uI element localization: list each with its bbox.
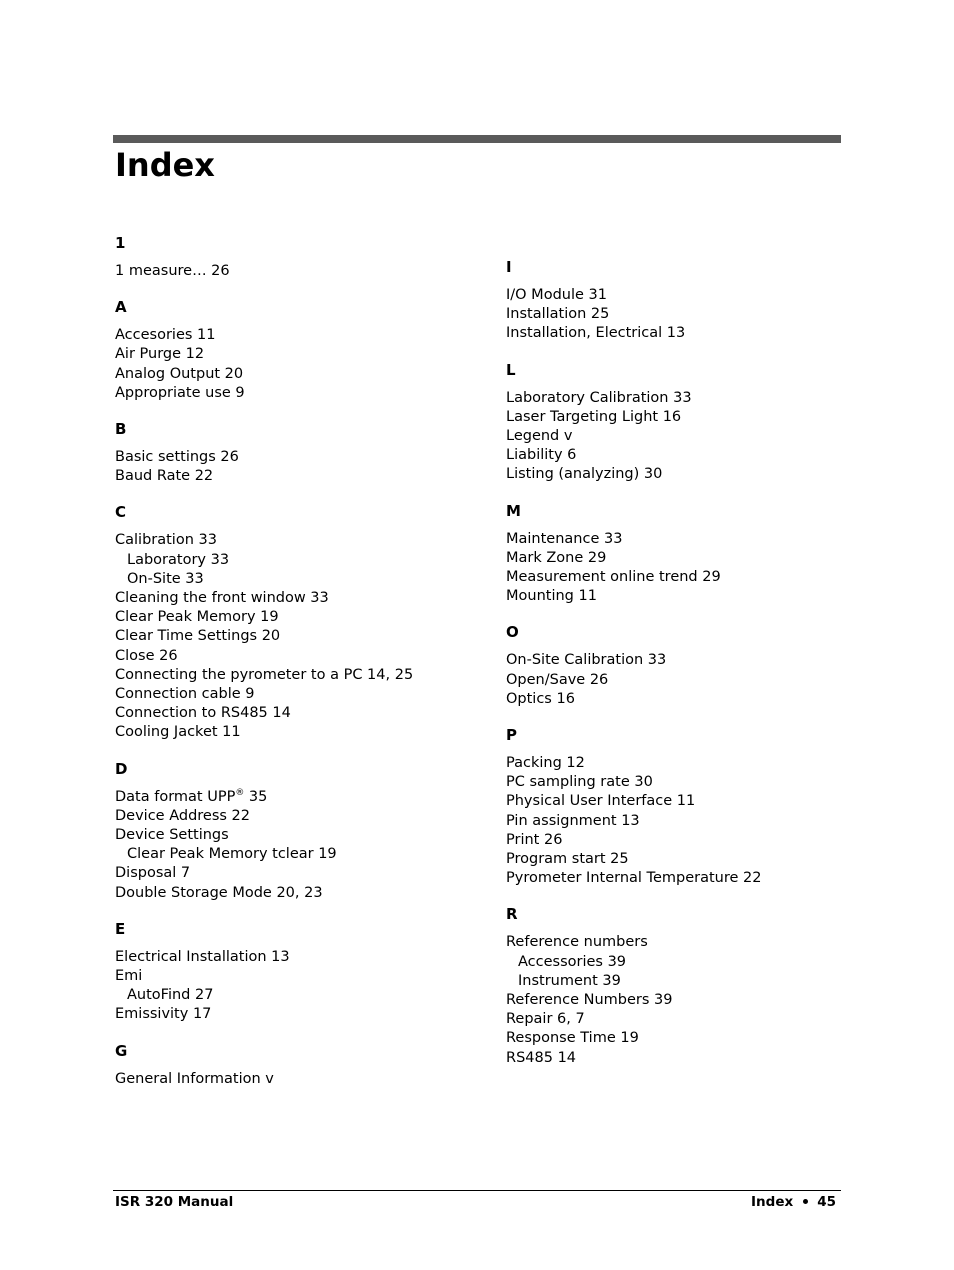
index-entry-text: Laboratory Calibration 33 <box>506 389 692 406</box>
index-entry-text: Measurement online trend 29 <box>506 569 721 586</box>
index-entry-text: Emissivity 17 <box>115 1006 212 1023</box>
index-entry <box>115 365 475 384</box>
index-letter-heading: C <box>115 503 127 522</box>
index-letter-heading: I <box>506 258 512 276</box>
index-entry <box>115 467 475 486</box>
index-entry <box>506 933 866 952</box>
index-entry-text: Calibration 33 <box>115 532 217 549</box>
index-entry-text: Listing (analyzing) 30 <box>506 466 663 483</box>
index-entry <box>115 948 475 967</box>
index-group <box>115 232 475 281</box>
index-subentry <box>115 986 475 1005</box>
index-letter-heading: M <box>506 501 521 520</box>
index-entry-text: Close 26 <box>115 647 178 664</box>
index-entry-text: Optics 16 <box>506 690 575 707</box>
page-number: 45 <box>817 1194 836 1210</box>
index-entry-text: Mounting 11 <box>506 588 597 605</box>
index-entry-text: I/O Module 31 <box>506 287 607 303</box>
index-letter-heading: 1 <box>115 234 126 252</box>
index-entry-text: Laboratory 33 <box>127 551 230 568</box>
index-entry <box>115 704 475 723</box>
index-entry-text: Physical User Interface 11 <box>506 793 696 810</box>
registered-mark: ® <box>235 787 245 798</box>
index-entry-text: Baud Rate 22 <box>115 468 214 485</box>
index-entry-text: Accessories 39 <box>518 953 627 970</box>
index-group <box>115 296 475 403</box>
index-entry-text: Connection cable 9 <box>115 686 255 703</box>
index-letter-heading: P <box>506 726 517 745</box>
title-rule <box>113 135 841 143</box>
index-entry <box>506 812 866 831</box>
index-entry <box>506 1010 866 1029</box>
index-entry-text: Print 26 <box>506 831 563 848</box>
index-entry <box>115 345 475 364</box>
index-entry <box>115 627 475 646</box>
index-entry <box>506 305 866 324</box>
index-entry <box>506 850 866 869</box>
index-entry <box>506 427 866 446</box>
index-entry <box>506 869 866 888</box>
index-entry <box>115 807 475 826</box>
index-entry <box>506 831 866 850</box>
index-group <box>115 501 475 742</box>
index-entry <box>115 531 475 550</box>
index-entry <box>115 1005 475 1024</box>
index-entry <box>115 608 475 627</box>
index-entry-text: Maintenance 33 <box>506 530 623 547</box>
index-entry-text: Liability 6 <box>506 447 577 464</box>
index-entry <box>506 324 866 343</box>
index-entry <box>506 671 866 690</box>
index-entry <box>115 384 475 403</box>
index-letter-heading: E <box>115 919 126 938</box>
index-entry-text: Device Settings <box>115 827 229 844</box>
index-entry <box>115 884 475 903</box>
index-group <box>506 359 866 485</box>
index-entry <box>506 568 866 587</box>
index-entry-text: Device Address 22 <box>115 807 251 824</box>
index-group <box>115 1040 475 1089</box>
index-entry-text: Installation 25 <box>506 306 610 323</box>
index-entry <box>115 685 475 704</box>
index-group <box>115 418 475 486</box>
index-entry-text: Connecting the pyrometer to a PC 14, 25 <box>115 666 414 683</box>
index-subentry <box>506 953 866 972</box>
index-entry <box>115 589 475 608</box>
index-entry <box>506 1029 866 1048</box>
index-letter-heading: R <box>506 905 518 924</box>
index-entry <box>506 792 866 811</box>
index-entry <box>115 666 475 685</box>
index-entry-text: On-Site 33 <box>127 570 204 587</box>
index-entry <box>115 864 475 883</box>
index-subentry <box>115 551 475 570</box>
index-entry-text: PC sampling rate 30 <box>506 774 653 791</box>
index-entry-text: Clear Peak Memory 19 <box>115 609 279 626</box>
index-entry <box>115 326 475 345</box>
index-entry-text: Analog Output 20 <box>115 365 244 382</box>
index-entry-text: Installation, Electrical 13 <box>506 325 686 342</box>
index-entry-text: Emi <box>115 968 143 985</box>
index-group <box>506 500 866 607</box>
index-letter-heading: B <box>115 420 127 439</box>
index-entry-text: Mark Zone 29 <box>506 549 607 566</box>
index-entry <box>115 967 475 986</box>
index-entry <box>506 690 866 709</box>
index-entry <box>506 1049 866 1068</box>
footer-rule <box>113 1190 841 1191</box>
index-entry-text: Connection to RS485 14 <box>115 705 291 722</box>
index-group <box>506 621 866 709</box>
index-entry-text: Data format UPP <box>115 788 236 805</box>
index-entry-text: Clear Time Settings 20 <box>115 628 281 645</box>
index-entry <box>506 651 866 670</box>
index-entry <box>115 647 475 666</box>
page-title: Index <box>115 146 215 184</box>
index-entry-text: 1 measure… 26 <box>115 263 230 279</box>
index-entry-text: Pyrometer Internal Temperature 22 <box>506 870 762 887</box>
index-entry-text: Repair 6, 7 <box>506 1011 585 1028</box>
index-entry <box>115 262 475 281</box>
index-entry-text: Cleaning the front window 33 <box>115 590 329 607</box>
footer-page-info <box>751 1193 836 1211</box>
index-entry <box>115 1070 475 1089</box>
index-entry-text: Appropriate use 9 <box>115 384 245 401</box>
index-entry-text: RS485 14 <box>506 1049 577 1066</box>
index-entry <box>506 773 866 792</box>
index-group <box>506 724 866 888</box>
index-entry-text: Accesories 11 <box>115 327 216 344</box>
index-entry <box>115 788 475 807</box>
index-entry <box>115 448 475 467</box>
index-entry-text: Laser Targeting Light 16 <box>506 408 682 425</box>
index-entry <box>506 754 866 773</box>
index-group <box>506 903 866 1067</box>
index-entry <box>506 465 866 484</box>
index-entry <box>506 286 866 305</box>
index-entry-text: Cooling Jacket 11 <box>115 724 241 741</box>
index-letter-heading: L <box>506 360 516 379</box>
index-entry <box>506 446 866 465</box>
index-entry-text: Basic settings 26 <box>115 449 239 466</box>
index-group <box>506 256 866 344</box>
index-entry-text: Double Storage Mode 20, 23 <box>115 884 323 901</box>
index-column-right <box>506 256 866 1083</box>
index-entry-text: Clear Peak Memory tclear 19 <box>127 846 337 863</box>
index-entry-text: Disposal 7 <box>115 865 191 882</box>
index-group <box>115 758 475 903</box>
index-entry-text: Legend v <box>506 428 573 445</box>
index-letter-heading: A <box>115 298 127 317</box>
index-entry-text: Open/Save 26 <box>506 671 609 688</box>
footer-section: Index <box>751 1194 794 1210</box>
index-letter-heading: G <box>115 1041 128 1060</box>
index-subentry <box>115 570 475 589</box>
index-letter-heading: O <box>506 623 519 642</box>
index-subentry <box>115 845 475 864</box>
index-entry-text: Air Purge 12 <box>115 346 205 363</box>
index-entry-text: AutoFind 27 <box>127 987 214 1004</box>
index-entry <box>115 723 475 742</box>
index-entry <box>506 587 866 606</box>
index-entry <box>506 389 866 408</box>
index-subentry <box>506 972 866 991</box>
index-entry-text: Pin assignment 13 <box>506 812 640 829</box>
index-entry-page: 35 <box>244 788 268 805</box>
footer-manual-title: ISR 320 Manual <box>115 1194 234 1210</box>
index-entry-text: Response Time 19 <box>506 1030 639 1047</box>
index-column-left <box>115 232 475 1104</box>
index-entry <box>506 408 866 427</box>
bullet-icon <box>803 1199 808 1204</box>
index-entry <box>506 549 866 568</box>
index-entry <box>506 530 866 549</box>
index-entry-text: Program start 25 <box>506 851 629 868</box>
index-entry-text: Electrical Installation 13 <box>115 948 290 965</box>
index-entry-text: Reference Numbers 39 <box>506 992 673 1009</box>
index-entry-text: General Information v <box>115 1070 274 1087</box>
index-group <box>115 918 475 1025</box>
index-letter-heading: D <box>115 759 128 778</box>
index-entry-text: Instrument 39 <box>518 972 621 989</box>
index-entry <box>506 991 866 1010</box>
index-entry <box>115 826 475 845</box>
index-entry-text: On-Site Calibration 33 <box>506 652 667 669</box>
index-entry-text: Reference numbers <box>506 934 648 951</box>
index-entry-text: Packing 12 <box>506 755 585 772</box>
